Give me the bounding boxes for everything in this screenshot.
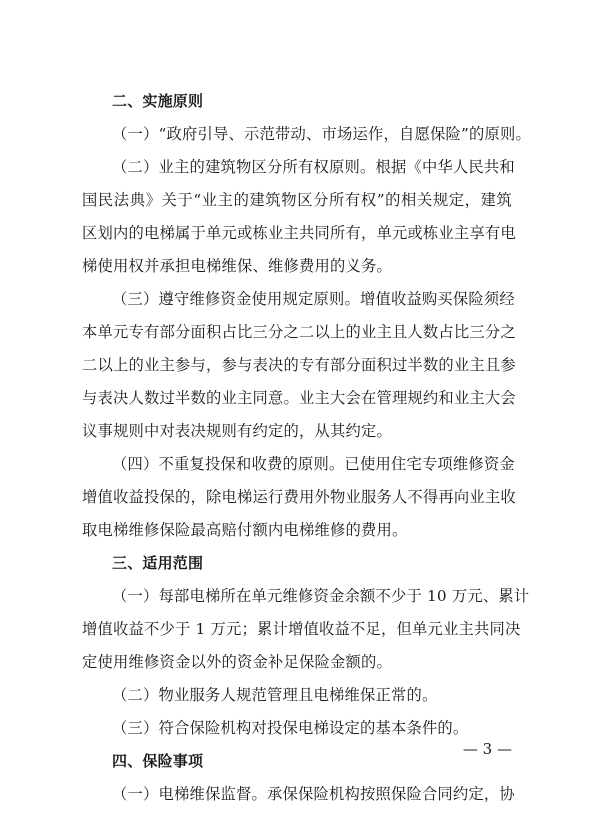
body-line: 与表决人数过半数的业主同意。业主大会在管理规约和业主大会 bbox=[82, 389, 516, 407]
body-line: 增值收益不少于 1 万元；累计增值收益不足，但单元业主共同决 bbox=[82, 620, 521, 638]
section-heading-2: 二、实施原则 bbox=[112, 92, 204, 110]
body-line: （一）“政府引导、示范带动、市场运作，自愿保险”的原则。 bbox=[112, 125, 531, 143]
body-line: 梯使用权并承担电梯维保、维修费用的义务。 bbox=[82, 257, 392, 275]
body-line: （二）业主的建筑物区分所有权原则。根据《中华人民共和 bbox=[112, 158, 515, 176]
body-line: （一）电梯维保监督。承保保险机构按照保险合同约定，协 bbox=[112, 785, 515, 803]
body-line: 议事规则中对表决规则有约定的，从其约定。 bbox=[82, 422, 392, 440]
body-line: 二以上的业主参与，参与表决的专有部分面积过半数的业主且参 bbox=[82, 356, 516, 374]
body-line: （一）每部电梯所在单元维修资金余额不少于 10 万元、累计 bbox=[112, 587, 530, 605]
body-line: 本单元专有部分面积占比三分之二以上的业主且人数占比三分之 bbox=[82, 323, 516, 341]
page-number: — 3 — bbox=[462, 740, 512, 758]
body-line: 增值收益投保的，除电梯运行费用外物业服务人不得再向业主收 bbox=[82, 488, 516, 506]
body-line: 区划内的电梯属于单元或栋业主共同所有，单元或栋业主享有电 bbox=[82, 224, 516, 242]
body-line: （三）遵守维修资金使用规定原则。增值收益购买保险须经 bbox=[112, 290, 515, 308]
body-line: 取电梯维修保险最高赔付额内电梯维修的费用。 bbox=[82, 521, 408, 539]
section-heading-4: 四、保险事项 bbox=[112, 752, 204, 770]
body-line: （三）符合保险机构对投保电梯设定的基本条件的。 bbox=[112, 719, 469, 737]
body-line: 定使用维修资金以外的资金补足保险金额的。 bbox=[82, 653, 392, 671]
body-line: 国民法典》关于“业主的建筑物区分所有权”的相关规定，建筑 bbox=[82, 191, 512, 209]
body-line: （二）物业服务人规范管理且电梯维保正常的。 bbox=[112, 686, 438, 704]
body-line: （四）不重复投保和收费的原则。已使用住宅专项维修资金 bbox=[112, 455, 515, 473]
section-heading-3: 三、适用范围 bbox=[112, 554, 204, 572]
